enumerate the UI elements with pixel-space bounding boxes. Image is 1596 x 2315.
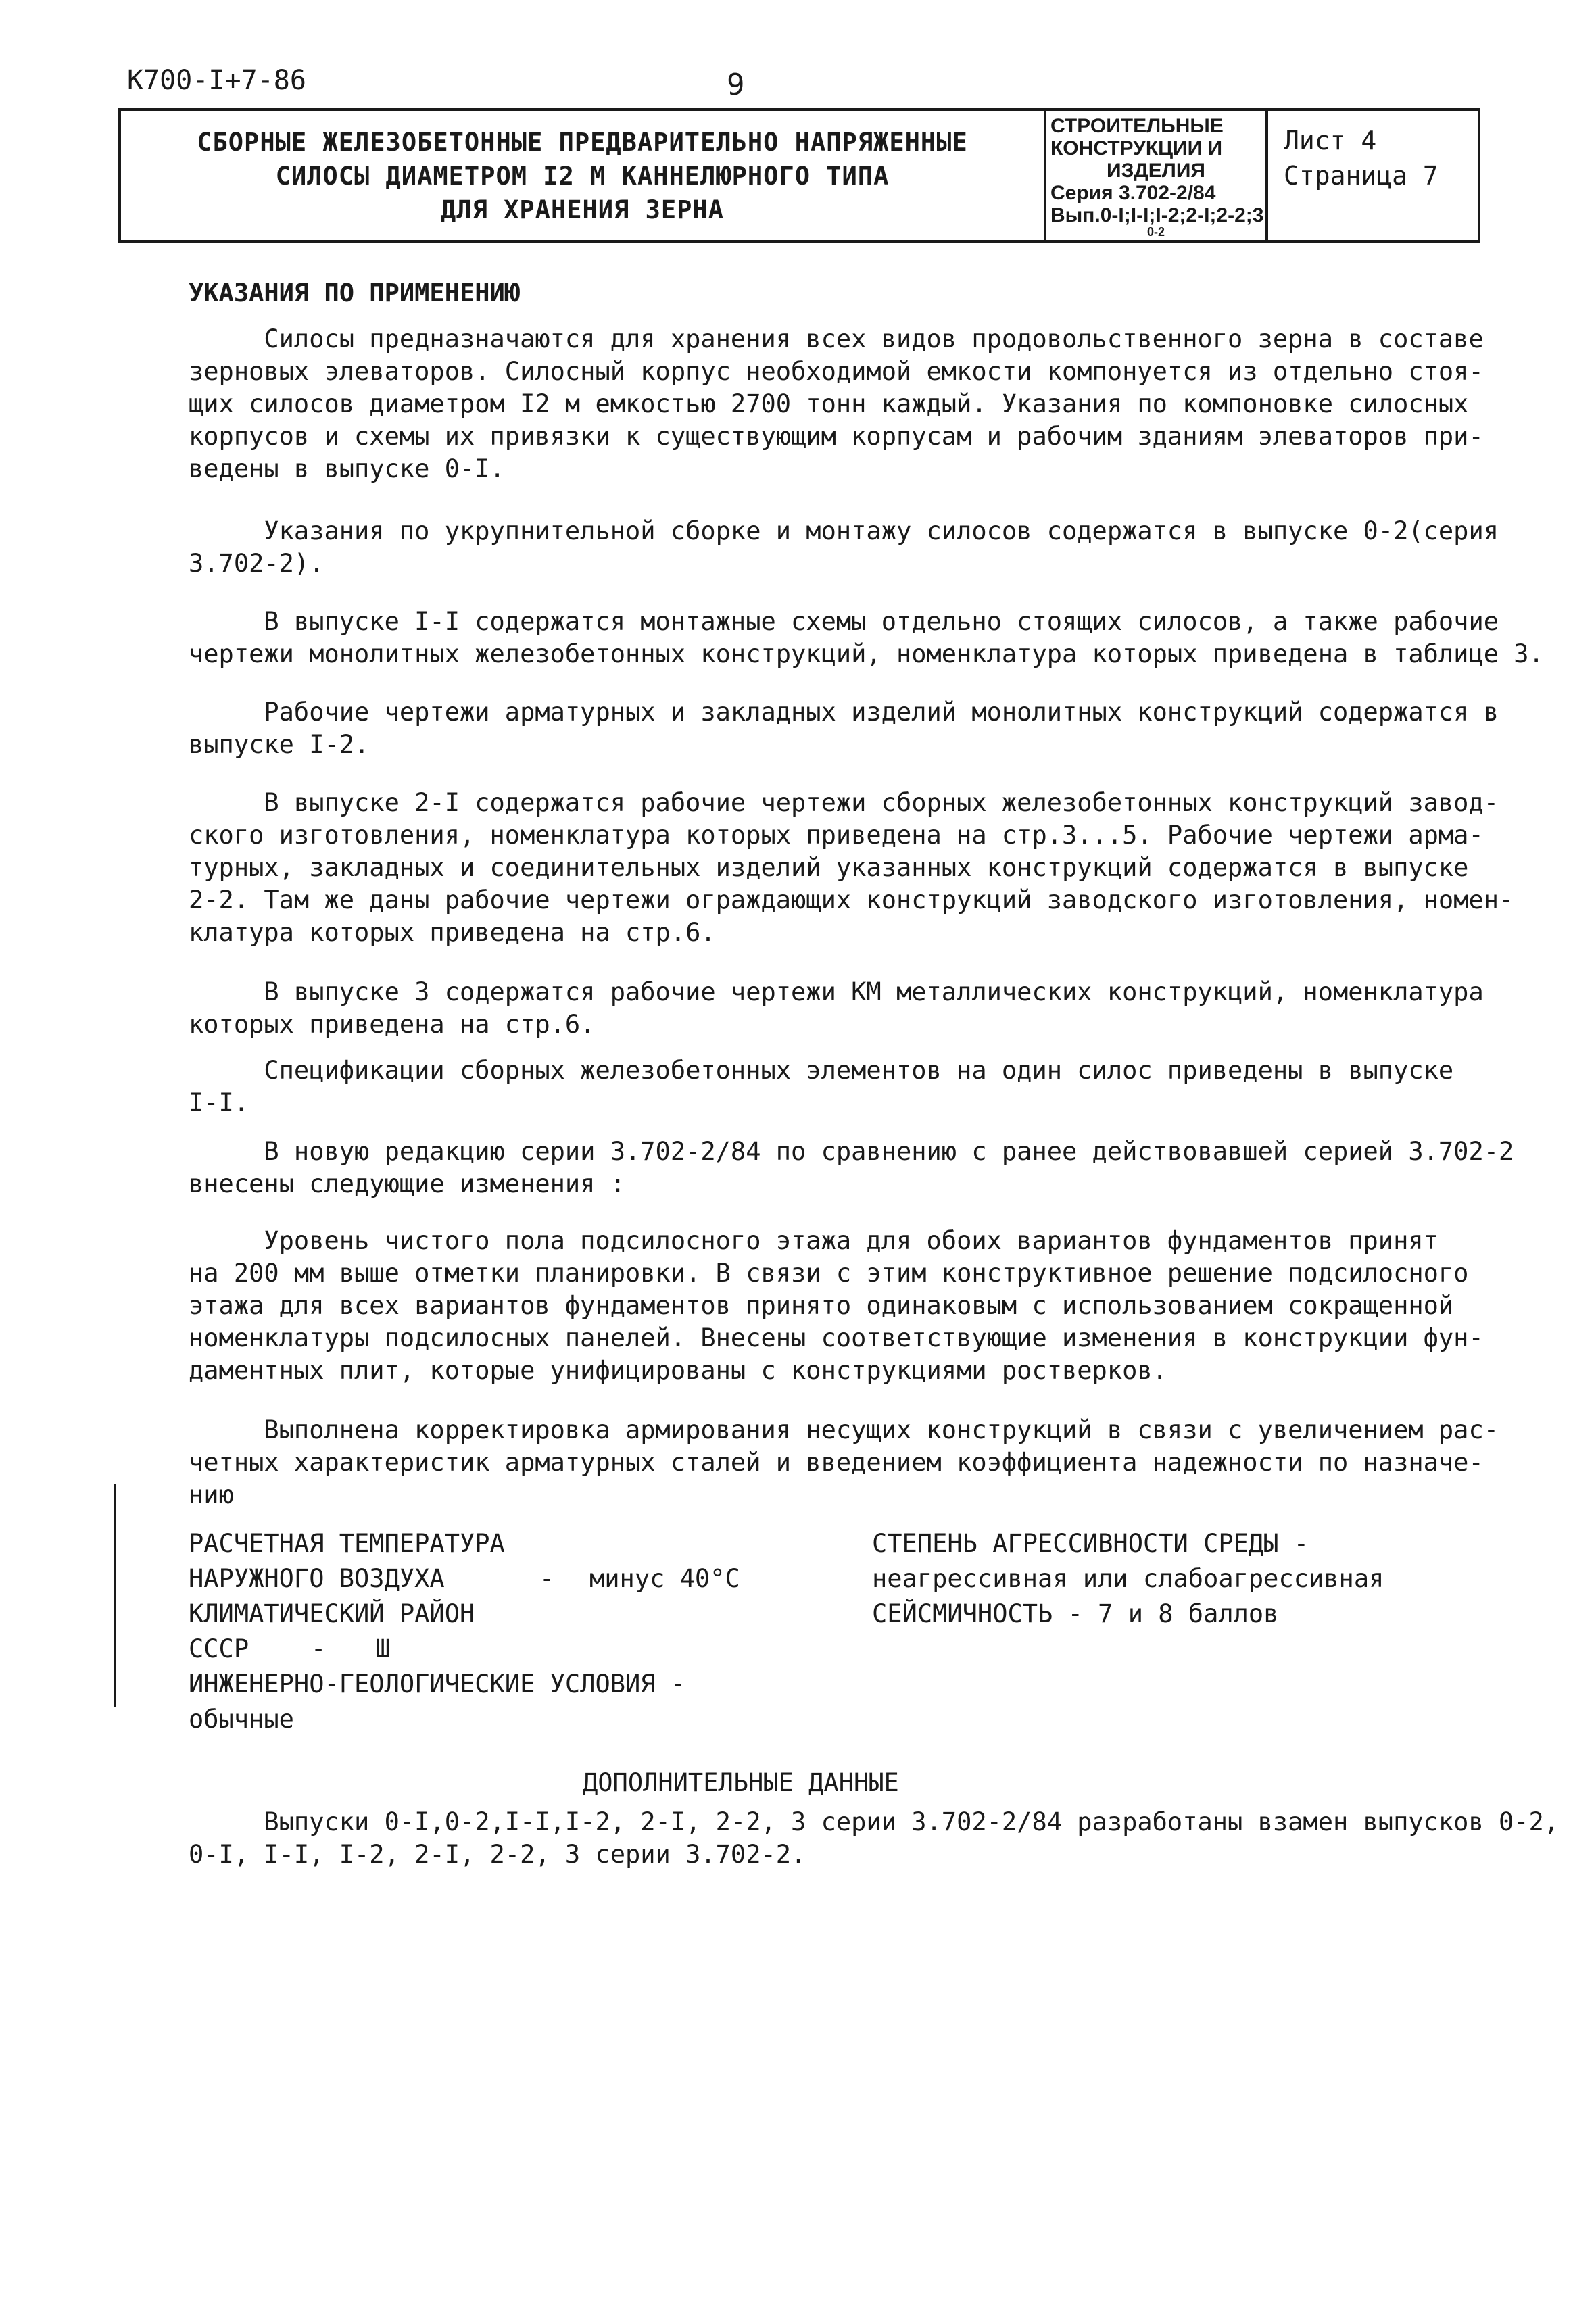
- divider: [1265, 111, 1268, 243]
- temp-dash: -: [539, 1564, 555, 1593]
- additional-text: [189, 1806, 1559, 1871]
- text-line: 3.702-2).: [189, 549, 324, 578]
- text-line: I-I.: [189, 1088, 249, 1117]
- text-line: корпусов и схемы их привязки к существующим корпусам и рабочим зданиям элеваторов при-: [189, 422, 1484, 451]
- paragraph: [189, 515, 1499, 580]
- divider: [1044, 111, 1046, 243]
- series-number: Серия 3.702-2/84: [1050, 182, 1216, 204]
- text-line: Выпуски 0-I,0-2,I-I,I-2, 2-I, 2-2, 3 серии 3.702-2/84 разработаны взамен выпусков 0-2,: [189, 1807, 1559, 1836]
- paragraph: [189, 323, 1484, 485]
- category-line: КОНСТРУКЦИИ И: [1050, 137, 1223, 160]
- aggressiveness-value: неагрессивная или слабоагрессивная: [872, 1564, 1384, 1593]
- sheet-number: Лист 4: [1284, 126, 1377, 155]
- series-cell: [1050, 115, 1264, 239]
- text-line: В выпуске 3 содержатся рабочие чертежи КМ металлических конструкций, номенклатура: [189, 977, 1484, 1006]
- geo-label: ИНЖЕНЕРНО-ГЕОЛОГИЧЕСКИЕ УСЛОВИЯ -: [189, 1670, 686, 1699]
- text-line: четных характеристик арматурных сталей и введением коэффициента надежности по назначе-: [189, 1448, 1484, 1477]
- category-line: ИЗДЕЛИЯ: [1107, 160, 1205, 182]
- title-line: ДЛЯ ХРАНЕНИЯ ЗЕРНА: [441, 195, 724, 224]
- document-code: К700-I+7-86: [127, 65, 306, 96]
- climate-country: СССР: [189, 1634, 249, 1663]
- paragraph: [189, 1054, 1453, 1119]
- text-line: Силосы предназначаются для хранения всех видов продовольственного зерна в составе: [189, 324, 1484, 354]
- text-line: ского изготовления, номенклатура которых приведена на стр.3...5. Рабочие чертежи арма-: [189, 821, 1484, 850]
- text-line: 0-I, I-I, I-2, 2-I, 2-2, 3 серии 3.702-2.: [189, 1840, 806, 1869]
- section-heading: УКАЗАНИЯ ПО ПРИМЕНЕНИЮ: [189, 278, 521, 308]
- temp-label: РАСЧЕТНАЯ ТЕМПЕРАТУРА: [189, 1529, 505, 1558]
- text-line: этажа для всех вариантов фундаментов принято одинаковым с использованием сокращенной: [189, 1291, 1454, 1320]
- paragraph: [189, 606, 1544, 671]
- paragraph: [189, 1414, 1499, 1511]
- paragraph: [189, 1225, 1484, 1387]
- page-label: Страница 7: [1284, 161, 1438, 191]
- text-line: турных, закладных и соединительных изделий указанных конструкций содержатся в выпуске: [189, 853, 1469, 882]
- title-block: [118, 108, 1480, 243]
- climate-dash: -: [311, 1634, 327, 1663]
- text-line: В новую редакцию серии 3.702-2/84 по сравнению с ранее действовавшей серией 3.702-2: [189, 1137, 1514, 1166]
- text-line: В выпуске 2-I содержатся рабочие чертежи сборных железобетонных конструкций завод-: [189, 788, 1499, 817]
- text-line: В выпуске I-I содержатся монтажные схемы отдельно стоящих силосов, а также рабочие: [189, 607, 1499, 636]
- text-line: Указания по укрупнительной сборке и монтажу силосов содержатся в выпуске 0-2(серия: [189, 516, 1499, 545]
- text-line: на 200 мм выше отметки планировки. В связи с этим конструктивное решение подсилосного: [189, 1259, 1469, 1288]
- seismicity: СЕЙСМИЧНОСТЬ - 7 и 8 баллов: [872, 1599, 1279, 1628]
- climate-label: КЛИМАТИЧЕСКИЙ РАЙОН: [189, 1599, 475, 1628]
- climate-value: Ш: [375, 1634, 391, 1663]
- text-line: чертежи монолитных железобетонных конструкций, номенклатура которых приведена в таблице 3.: [189, 639, 1544, 668]
- text-line: даментных плит, которые унифицированы с конструкциями ростверков.: [189, 1356, 1167, 1385]
- paragraph: [189, 787, 1514, 949]
- paragraph: [189, 696, 1499, 761]
- text-line: зерновых элеваторов. Силосный корпус необходимой емкости компонуется из отдельно стоя-: [189, 357, 1484, 386]
- additional-heading: ДОПОЛНИТЕЛЬНЫЕ ДАННЫЕ: [583, 1768, 899, 1797]
- text-line: Уровень чистого пола подсилосного этажа для обоих вариантов фундаментов принят: [189, 1226, 1438, 1255]
- text-line: ведены в выпуске 0-I.: [189, 454, 505, 483]
- paragraph: [189, 976, 1484, 1041]
- title-line: СИЛОСЫ ДИАМЕТРОМ I2 М КАННЕЛЮРНОГО ТИПА: [275, 162, 890, 191]
- text-line: которых приведена на стр.6.: [189, 1010, 596, 1039]
- title-line: СБОРНЫЕ ЖЕЛЕЗОБЕТОННЫЕ ПРЕДВАРИТЕЛЬНО НАПРЯЖЕННЫЕ: [197, 128, 968, 157]
- text-line: Рабочие чертежи арматурных и закладных изделий монолитных конструкций содержатся в: [189, 698, 1499, 727]
- text-line: Выполнена корректировка армирования несущих конструкций в связи с увеличением рас-: [189, 1415, 1499, 1444]
- margin-mark: [114, 1484, 116, 1707]
- text-line: клатура которых приведена на стр.6.: [189, 918, 716, 947]
- text-line: номенклатуры подсилосных панелей. Внесены соответствующие изменения в конструкции фун-: [189, 1323, 1484, 1353]
- issue-list: Вып.0-I;I-I;I-2;2-I;2-2;3: [1050, 204, 1264, 226]
- sheet-cell: [1284, 123, 1438, 193]
- text-line: щих силосов диаметром I2 м емкостью 2700 тонн каждый. Указания по компоновке силосных: [189, 389, 1469, 418]
- document-title: [121, 126, 1044, 227]
- paragraph: [189, 1136, 1514, 1200]
- temp-value: минус 40°С: [589, 1564, 740, 1593]
- category-line: СТРОИТЕЛЬНЫЕ: [1050, 115, 1224, 137]
- text-line: нию: [189, 1480, 234, 1509]
- geo-value: обычные: [189, 1705, 294, 1734]
- aggressiveness-label: СТЕПЕНЬ АГРЕССИВНОСТИ СРЕДЫ -: [872, 1529, 1309, 1558]
- text-line: Спецификации сборных железобетонных элементов на один силос приведены в выпуске: [189, 1056, 1454, 1085]
- temp-label: НАРУЖНОГО ВОЗДУХА: [189, 1564, 445, 1593]
- text-line: внесены следующие изменения :: [189, 1169, 626, 1198]
- page-number: 9: [727, 68, 745, 102]
- issue-list-extra: 0-2: [1146, 225, 1165, 239]
- text-line: выпуске I-2.: [189, 730, 370, 759]
- text-line: 2-2. Там же даны рабочие чертежи ограждающих конструкций заводского изготовления, номен-: [189, 885, 1514, 915]
